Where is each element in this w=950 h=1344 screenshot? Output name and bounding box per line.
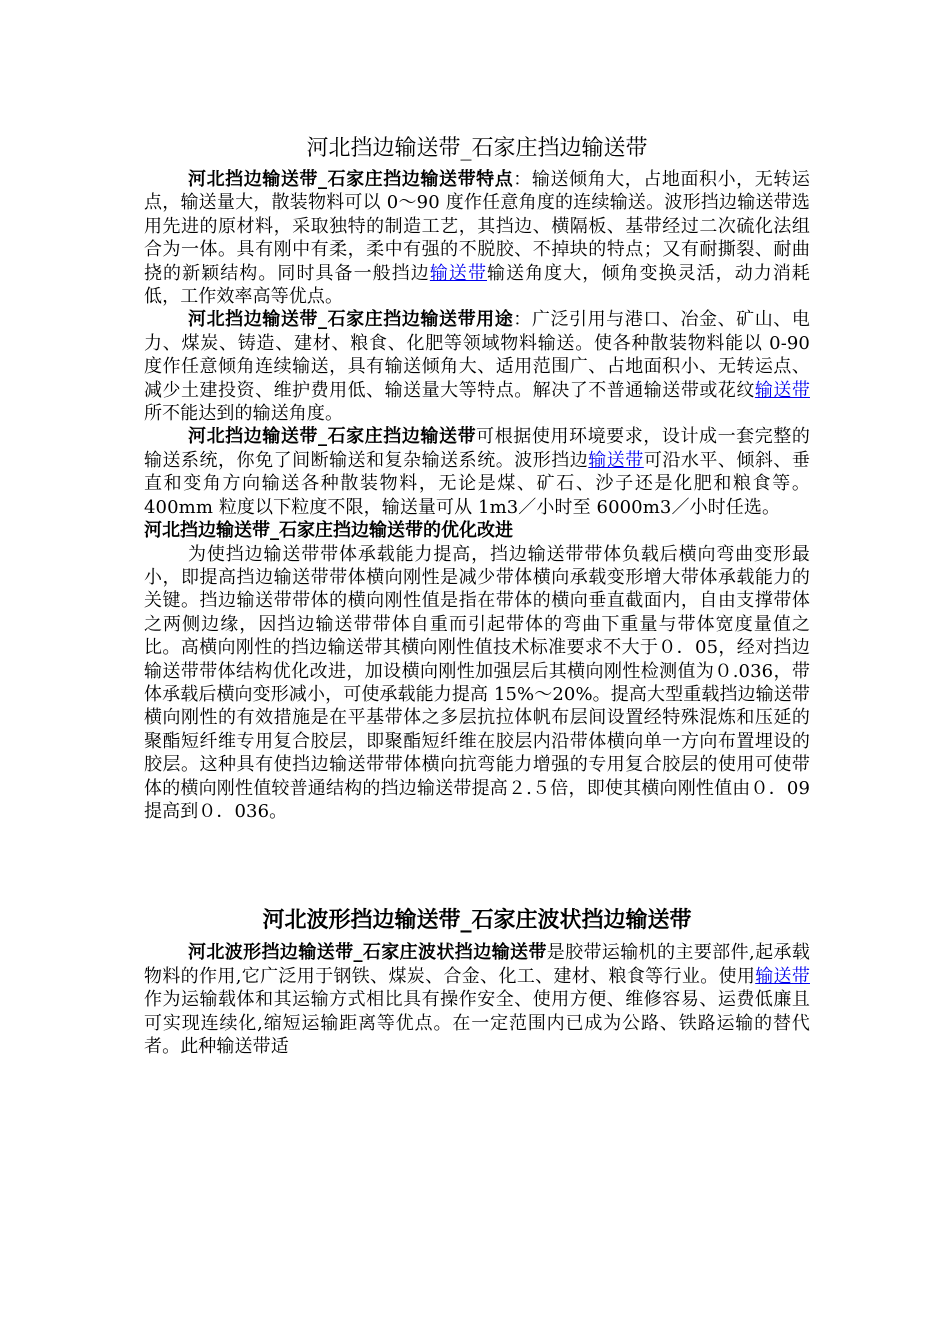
paragraph-system-text-b: 可沿水平、倾斜、垂直和变角方向输送各种散装物料，无论是煤、矿石、沙子还是化肥和粮食等。400mm 粒度以下粒度不限，输送量可从 1m3／小时至 6000m3／小时任选。 — [144, 449, 810, 518]
document-body — [144, 132, 810, 1058]
paragraph-wave-belt-text-b: 作为运输载体和其运输方式相比具有操作安全、使用方便、维修容易、运费低廉且可实现连续化,缩短运输距离等优点。在一定范围内已成为公路、铁路运输的替代者。此种输送带适 — [144, 989, 810, 1057]
paragraph-features — [144, 168, 810, 308]
paragraph-uses-text-b: 所不能达到的输送角度。 — [144, 403, 344, 425]
section-title-2: 河北波形挡边输送带_石家庄波状挡边输送带 — [262, 907, 692, 934]
paragraph-wave-belt-text-a: 是胶带运输机的主要部件,起承载物料的作用,它广泛用于钢铁、煤炭、合金、化工、建材、粮食等行业。使用 — [144, 942, 810, 987]
paragraph-features-lead: 河北挡边输送带_石家庄挡边输送带特点 — [188, 169, 514, 190]
paragraph-system-lead: 河北挡边输送带_石家庄挡边输送带 — [188, 426, 477, 448]
paragraph-features-text-b: 输送角度大，倾角变换灵活，动力消耗低，工作效率高等优点。 — [144, 262, 811, 308]
conveyor-belt-link-3[interactable]: 输送带 — [588, 449, 644, 471]
section-title-1: 河北挡边输送带_石家庄挡边输送带 — [306, 136, 648, 161]
paragraph-features-text-a: ：输送倾角大，占地面积小，无转运点，输送量大，散装物料可以 0～90 度作任意角度的连续输送。波形挡边输送带选用先进的原材料，采取独特的制造工艺，其挡边、横隔板、基带经过二次硫化法组合为一体。具有刚中有柔，柔中有强的不脱胶、不掉块的特点；又有耐撕裂、耐曲挠的新颖结构。同时具备一般挡边 — [144, 169, 810, 284]
paragraph-wave-belt-lead: 河北波形挡边输送带_石家庄波状挡边输送带 — [188, 942, 547, 964]
paragraph-wave-belt — [144, 941, 810, 1058]
paragraph-system-text-a: 可根据使用环境要求，设计成一套完整的输送系统，你免了间断输送和复杂输送系统。波形挡边 — [144, 426, 810, 471]
paragraph-optimization: 为使挡边输送带带体承载能力提高，挡边输送带带体负载后横向弯曲变形最小，即提高挡边输送带带体横向刚性是减少带体横向承载变形增大带体承载能力的关键。挡边输送带带体的横向刚性值是指在带体的横向垂直截面内，自由支撑带体之两侧边缘，因挡边输送带带体自重而引起带体的弯曲下重量与带体宽度量值之比。高横向刚性的挡边输送带其横向刚性值技术标准要求不大于０．05，经对挡边输送带带体结构优化改进，加设横向刚性加强层后其横向刚性检测值为０.036，带体承载后横向变形减小，可使承载能力提高 15%～20%。提高大型重载挡边输送带横向刚性的有效措施是在平基带体之多层抗拉体帆布层间设置经特殊混炼和压延的聚酯短纤维专用复合胶层，即聚酯短纤维在胶层内沿带体横向单一方向布置埋设的胶层。这种具有使挡边输送带带体横向抗弯能力增强的专用复合胶层的使用可使带体的横向刚性值较普通结构的挡边输送带提高２.５倍，即使其横向刚性值由０．09 提高到０．036。 — [144, 543, 810, 822]
conveyor-belt-link-1[interactable]: 输送带 — [429, 262, 488, 284]
paragraph-uses — [144, 308, 810, 425]
conveyor-belt-link-4[interactable]: 输送带 — [755, 965, 810, 987]
paragraph-uses-text-a: ：广泛引用与港口、冶金、矿山、电力、煤炭、铸造、建材、粮食、化肥等领域物料输送。使各种散装物料能以 0-90 度作任意倾角连续输送，具有输送倾角大、适用范围广、占地面积小、无转运点、减少土建投资、维护费用低、输送量大等特点。解决了不普通输送带或花纹 — [144, 309, 810, 401]
conveyor-belt-link-2[interactable]: 输送带 — [754, 379, 810, 401]
section-spacer — [144, 823, 810, 903]
subheading-optimization: 河北挡边输送带_石家庄挡边输送带的优化改进 — [144, 520, 513, 542]
paragraph-uses-lead: 河北挡边输送带_石家庄挡边输送带用途 — [188, 309, 514, 331]
paragraph-system — [144, 425, 810, 519]
